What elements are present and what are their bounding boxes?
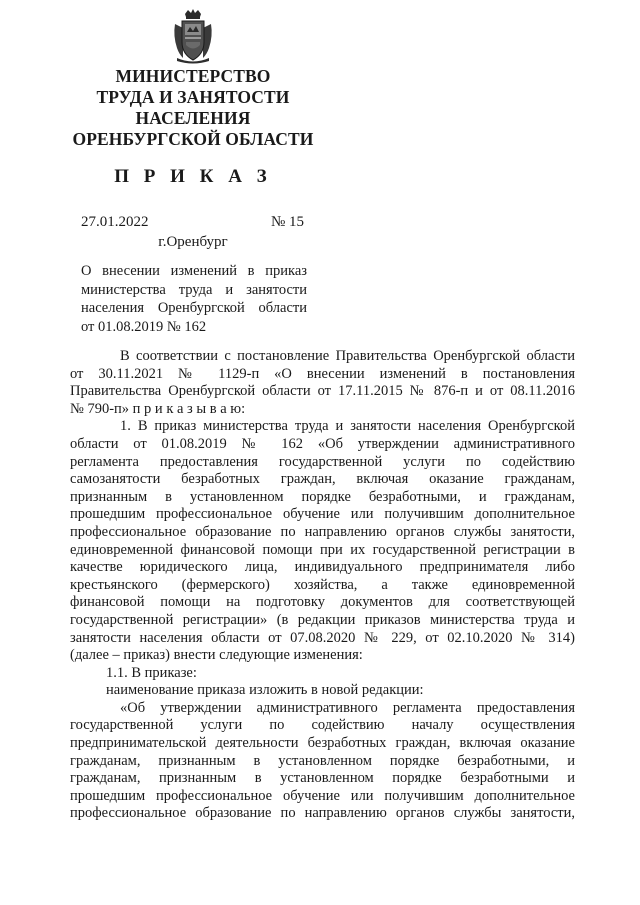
body-line: финансовой помощи на подготовку документов для соответствующей [70, 594, 575, 611]
ministry-line-4: ОРЕНБУРГСКОЙ ОБЛАСТИ [72, 129, 314, 149]
body-line: гражданам, признанным в установленном порядке безработными, и [70, 752, 575, 769]
body-line: № 790-п» п р и к а з ы в а ю: [70, 400, 246, 417]
body-line: гражданам, признанным в установленном порядке безработными и [70, 770, 575, 787]
ministry-line-3: НАСЕЛЕНИЯ [135, 108, 251, 128]
body-line: профессиональное образование по направлению органов службы занятости, [70, 805, 575, 822]
coat-of-arms-icon [171, 8, 215, 64]
subject-line: от 01.08.2019 № 162 [81, 318, 207, 335]
body-line: 1.1. В приказе: [106, 664, 197, 681]
order-city: г.Оренбург [158, 234, 228, 250]
body-line: области от 01.08.2019 № 162 «Об утверждении административного [70, 435, 575, 452]
body-line: 1. В приказ министерства труда и занятости населения Оренбургской [120, 418, 575, 435]
order-date: 27.01.2022 [81, 214, 149, 230]
ministry-line-2: ТРУДА И ЗАНЯТОСТИ [96, 87, 290, 107]
subject-line: О внесении изменений в приказ [81, 263, 307, 279]
body-line: наименование приказа изложить в новой редакции: [106, 682, 424, 699]
body-line: государственной регистрации» (в редакции приказов министерства труда и [70, 611, 575, 628]
subject-line: населения Оренбургской области [81, 300, 307, 317]
body-line: предпринимательской деятельности безработных граждан, включая оказание [70, 735, 575, 752]
subject-line: министерства труда и занятости [81, 281, 307, 298]
order-number: № 15 [271, 214, 305, 230]
body-line: прошедшим профессиональное обучение или получившим дополнительное [70, 787, 575, 804]
body-line: «Об утверждении административного регламента предоставления [120, 699, 575, 716]
body-line: от 30.11.2021 № 1129-п «О внесении изменений в постановления [70, 365, 575, 382]
body-line: В соответствии с постановление Правительства Оренбургской области [120, 348, 575, 364]
body-line: признанным в установленном порядке безработными, и гражданам, [70, 488, 575, 505]
body-line: прошедшим профессиональное обучение или получившим дополнительное [70, 506, 575, 523]
body-line: самозанятости безработных граждан, включая оказание гражданам, [70, 471, 575, 488]
body-line: (далее – приказ) внести следующие изменения: [70, 647, 363, 664]
body-line: Правительства Оренбургской области от 17.11.2015 № 876-п и от 08.11.2016 [70, 383, 575, 400]
body-line: крестьянского (фермерского) хозяйства, а также единовременной [70, 576, 575, 593]
body-line: профессиональное образование по направлению органов службы занятости, [70, 523, 575, 540]
document-type-title: П Р И К А З [114, 166, 272, 187]
body-line: регламента предоставления государственной услуги по содействию [70, 453, 575, 470]
body-line: единовременной финансовой помощи при их государственной регистрации в [70, 541, 575, 558]
body-line: качестве юридического лица, индивидуального предпринимателя либо [70, 559, 575, 576]
order-subject [81, 262, 307, 336]
ministry-name [62, 66, 324, 150]
ministry-line-1: МИНИСТЕРСТВО [115, 66, 271, 86]
order-body-text [70, 348, 575, 823]
body-line: государственной услуги по содействию началу осуществления [70, 717, 575, 734]
body-line: занятости населения области от 07.08.2020 № 229, от 02.10.2020 № 314) [70, 629, 575, 646]
